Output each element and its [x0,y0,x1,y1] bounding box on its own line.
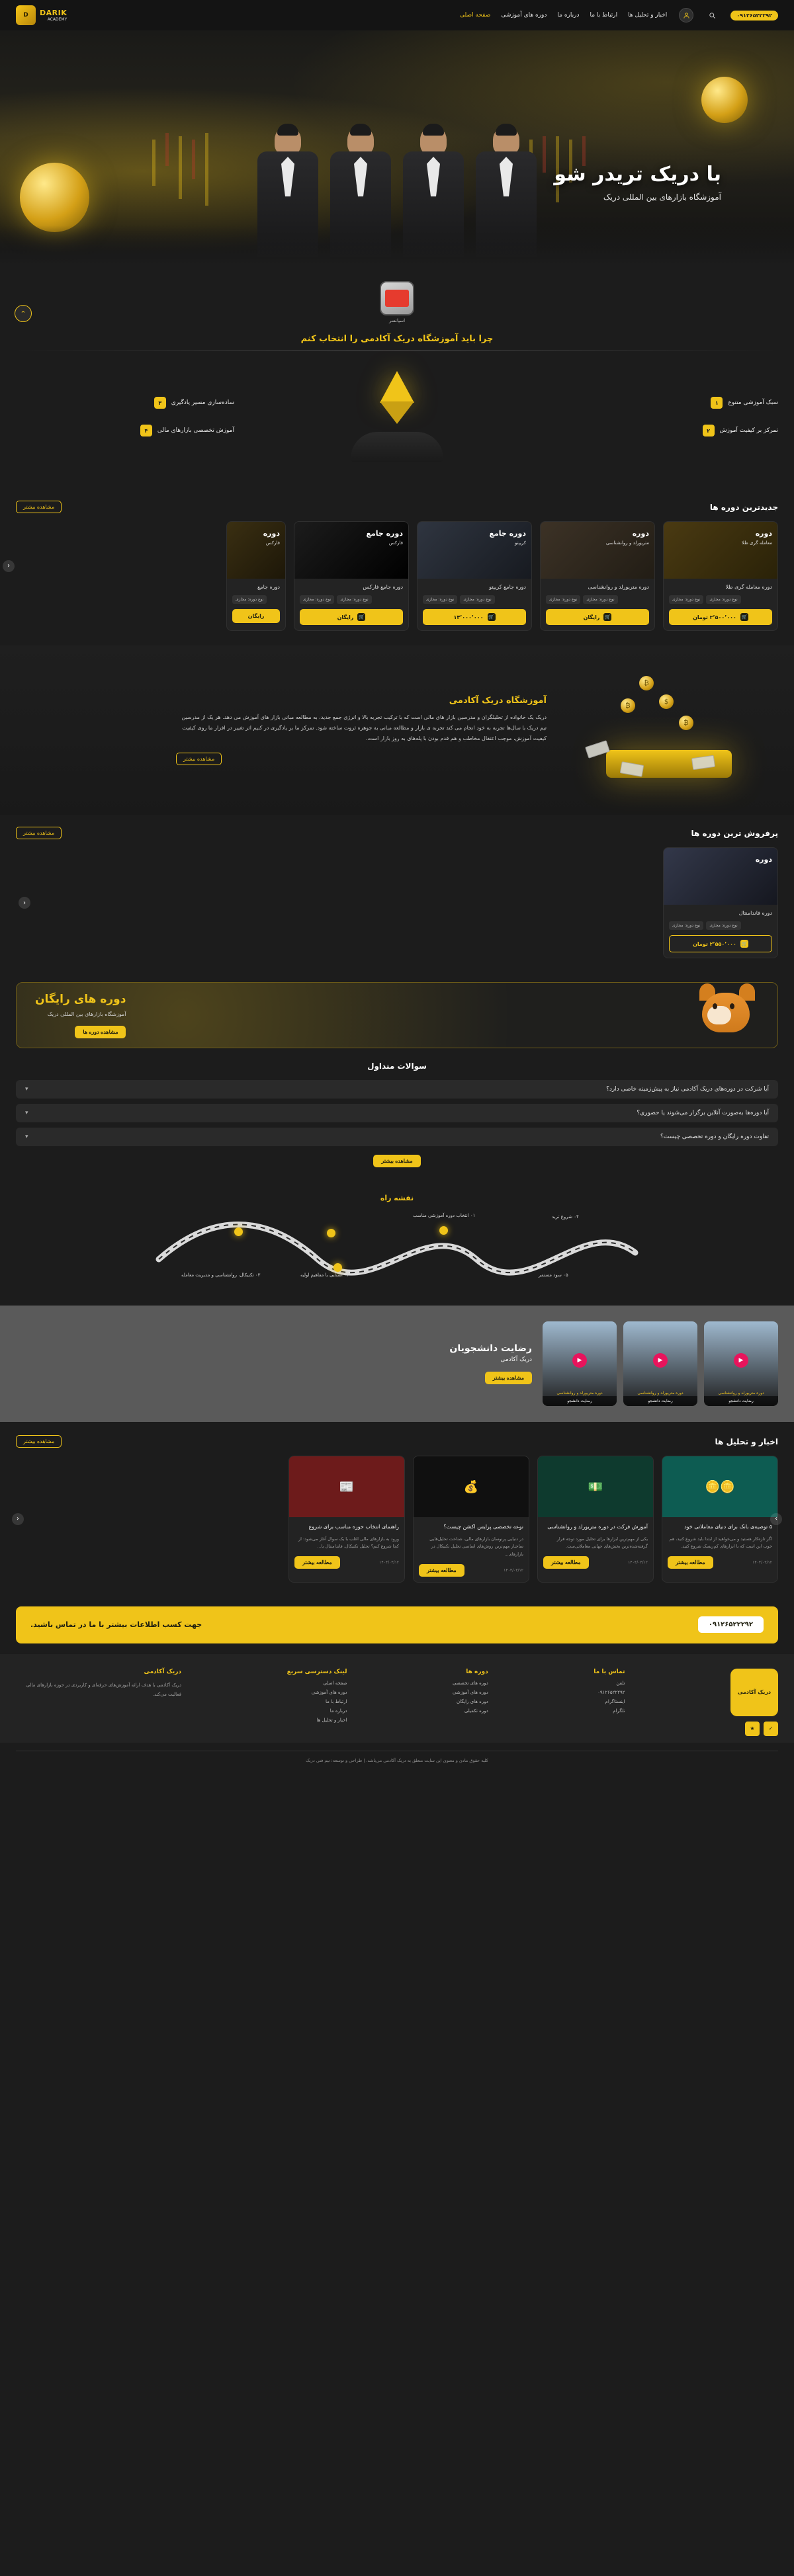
roadmap-label-5: ۰۵ سود مستمر [539,1272,568,1278]
course-tags [300,595,403,604]
cart-icon: 🛒 [741,941,748,946]
news-card[interactable] [537,1456,654,1583]
course-thumb-label: دوره متریورلد و روانشناسی [605,529,649,546]
footer-column-title: تماس با ما [594,1668,625,1675]
footer-link[interactable]: تلگرام [613,1708,625,1714]
footer-column-about [16,1669,181,1736]
scroll-top-button[interactable]: ⌃ [15,305,32,322]
footer-brand-column [730,1669,778,1736]
roadmap-label-3: ۰۳ تکنیکال، روانشناسی و مدیریت معامله [181,1272,261,1278]
about-heading: آموزشگاه دریک آکادمی [449,695,547,706]
footer-logo[interactable]: دریک آکادمی [730,1669,778,1716]
enamad-badge-icon[interactable]: ✓ [764,1722,778,1736]
coin-decoration-small [701,77,748,123]
course-thumbnail [664,848,777,905]
nav-item-communication[interactable]: ارتباط با ما [590,12,618,19]
course-price-button[interactable] [669,935,772,952]
course-price: ۲٬۵۵۰٬۰۰۰ تومان [693,940,736,947]
nav-item-home[interactable]: صفحه اصلی [460,12,491,19]
testimonial-cards [543,1321,778,1406]
faq-question: تفاوت دوره رایگان و دوره تخصصی چیست؟ [660,1134,769,1140]
course-card[interactable] [417,521,532,631]
course-card-body [418,579,531,630]
best-selling-section [0,815,794,976]
main-nav [460,12,667,19]
why-item-label: تمرکز بر کیفیت آموزش [719,427,778,434]
header-phone[interactable]: ۰۹۱۲۶۵۲۲۲۹۲ [730,11,778,21]
why-column-right [560,397,778,436]
coin-icon: ₿ [621,698,635,713]
news-read-more-button[interactable]: مطالعه بیشتر [294,1556,340,1569]
news-thumbnail-coins-icon: 🪙🪙 [662,1456,777,1517]
newest-courses-more-button[interactable]: مشاهده بیشتر [16,501,62,513]
shiba-mascot-icon [695,989,759,1042]
course-thumbnail [418,522,531,579]
cart-icon: 🛒 [488,614,494,620]
about-section [0,645,794,815]
course-tag: نوع دوره: مجازی [232,595,267,604]
why-column-left [16,397,234,436]
course-thumb-label: دوره فارکس [263,529,280,546]
testimonial-caption: رضایت دانشجو [543,1396,617,1406]
bitcoin-coin-icon: ₿ [639,676,654,690]
free-banner-subtitle: آموزشگاه بازارهای بین المللی دریک [47,1011,126,1017]
best-selling-carousel [16,847,778,958]
footer-link[interactable]: ۰۹۱۲۶۵۲۲۲۹۲ [597,1689,625,1695]
best-carousel-prev-button[interactable]: ‹ [19,897,30,909]
course-title: دوره متریورلد و روانشناسی [588,584,649,590]
news-date: ۱۴۰۴/۰۳/۱۲ [379,1559,399,1565]
course-card-body [227,579,285,628]
news-card-body [662,1517,777,1574]
course-title: دوره فاندامنتال [738,910,772,916]
coin-icon: ₿ [679,716,693,730]
faq-heading: سوالات متداول [367,1061,427,1071]
nav-item-courses[interactable]: دوره های آموزشی [501,12,547,19]
footer-link[interactable]: اخبار و تحلیل ها [316,1717,347,1723]
course-card-body [664,579,777,630]
news-description: اگر تازه‌کار هستید و می‌خواهید از ابتدا باید شروع کنید، هم خوب این است که با ابزارهای کم‌ریسک شروع کنید. [669,1536,772,1550]
testimonial-card[interactable] [704,1321,778,1406]
course-tags [669,921,772,930]
course-card-body [294,579,408,630]
news-title: نوعه تخصصی پرایس اکشن چیست؟ [443,1524,523,1530]
faq-section [0,1048,794,1181]
course-price: رایگان [337,614,354,620]
best-selling-more-button[interactable]: مشاهده بیشتر [16,827,62,839]
site-logo[interactable] [16,5,67,25]
course-title: دوره جامع [257,584,280,590]
why-item-label: آموزش تخصصی بازارهای مالی [157,427,234,434]
logo-subtext: ACADEMY [47,17,67,22]
hero-subtitle: آموزشگاه بازارهای بین المللی دریک [603,192,721,202]
course-card-body [541,579,654,630]
free-banner-button[interactable]: مشاهده دوره ها [75,1026,126,1038]
nav-item-contact[interactable]: اخبار و تحلیل ها [628,12,668,19]
testimonial-card[interactable] [623,1321,697,1406]
hero-fade-overlay [0,226,794,265]
roadmap-heading: نقشه راه [380,1194,414,1202]
course-price: ۱۴٬۰۰۰٬۰۰۰ [453,614,484,620]
testimonial-caption: رضایت دانشجو [623,1396,697,1406]
course-thumb-label: دوره جامع فارکس [366,529,403,546]
course-tag: نوع دوره: مجازی [546,595,580,604]
course-price-button[interactable] [669,609,772,625]
news-read-more-button[interactable]: مطالعه بیشتر [419,1564,464,1577]
course-tags [232,595,280,604]
news-title: راهنمای انتخاب حوزه مناسب برای شروع [308,1524,399,1530]
course-tag: نوع دوره: مجازی [669,595,703,604]
news-thumbnail-newspaper-icon: 📰 [289,1456,404,1517]
why-item-number: ۱ [711,397,723,409]
course-tag: نوع دوره: مجازی [583,595,617,604]
course-price-button[interactable] [546,609,649,625]
footer-link[interactable]: صفحه اصلی [323,1680,347,1686]
free-courses-banner [16,982,778,1048]
faq-item[interactable] [16,1128,778,1146]
logo-text: DARIK [40,9,67,17]
news-description: در دنیایی پرنوسان بازارهای مالی، شناخت تحلیل‌هایی ساختار مهم‌ترین روش‌های اساسی تحلیل تکنیکال در بازارهای... [429,1536,523,1557]
news-date: ۱۴۰۴/۰۳/۱۲ [628,1559,648,1565]
footer-link[interactable]: ارتباط با ما [326,1698,347,1704]
news-carousel-prev-button[interactable]: ‹ [12,1513,24,1525]
course-thumb-label: دوره [755,855,772,864]
sponsor-badge-icon [380,281,414,315]
news-section [0,1422,794,1601]
carousel-next-button[interactable]: ‹ [3,560,15,572]
news-footer [668,1556,772,1569]
faq-more-wrapper [16,1153,778,1167]
testimonial-tag: دوره متریورلد و روانشناسی [718,1391,764,1395]
coin-decoration-large [20,163,89,232]
footer-link[interactable]: دوره های آموزشی [453,1689,488,1695]
cart-icon: 🛒 [359,614,365,620]
testimonials-heading: رضایت دانشجویان [449,1343,532,1354]
course-card-body [664,905,777,958]
course-price: رایگان [247,613,265,619]
news-title: آموزش فرکت در دوره متریورلد و روانشناسی [547,1524,648,1530]
footer-column-contact [594,1669,625,1736]
testimonial-tag: دوره متریورلد و روانشناسی [556,1391,603,1395]
news-card-body [414,1517,529,1582]
faq-more-button[interactable]: مشاهده بیشتر [373,1155,420,1167]
why-item-number: ۳ [154,397,166,409]
faq-item[interactable] [16,1104,778,1122]
roadmap-node-1[interactable] [439,1226,448,1235]
nav-item-about[interactable]: درباره ما [557,12,580,19]
news-read-more-button[interactable]: مطالعه بیشتر [543,1556,589,1569]
course-tag: نوع دوره: مجازی [706,595,740,604]
newest-courses-carousel [7,521,778,631]
testimonial-tag: دوره متریورلد و روانشناسی [637,1391,684,1395]
course-tag: نوع دوره: مجازی [423,595,457,604]
news-thumbnail-dollar-icon: 💵 [538,1456,653,1517]
user-icon[interactable] [679,8,693,22]
faq-question: آیا شرکت در دوره‌های دریک آکادمی نیاز به پیش‌زمینه خاصی دارد؟ [606,1086,769,1093]
course-tag: نوع دوره: مجازی [460,595,494,604]
play-icon[interactable]: ▶ [653,1353,668,1368]
logo-mark-icon: D [16,5,36,25]
footer-column-title: دریک آکادمی [144,1668,182,1675]
ethereum-illustration [311,367,483,466]
roadmap-node-2[interactable] [333,1263,342,1272]
news-carousel-next-button[interactable]: › [770,1513,782,1525]
search-icon[interactable] [705,9,719,22]
sponsor-caption: اسپانسر [388,318,406,323]
course-thumb-label: دوره جامع کریپتو [489,529,526,546]
why-item-3 [16,397,234,409]
course-thumb-label: دوره معامله گری طلا [742,529,772,546]
roadmap-path [16,1206,778,1286]
testimonials-subheading: دریک آکادمی [500,1356,532,1363]
course-tags [423,595,526,604]
why-grid [16,367,778,466]
testimonial-caption: رضایت دانشجو [704,1396,778,1406]
news-read-more-button[interactable]: مطالعه بیشتر [668,1556,713,1569]
best-selling-heading: پرفروش ترین دوره ها [691,828,778,838]
best-selling-header [16,827,778,839]
chevron-down-icon[interactable]: ▾ [25,1134,28,1140]
news-footer [294,1556,399,1569]
course-price: ۲٬۵۰۰٬۰۰۰ تومان [693,614,736,620]
footer-link[interactable]: دوره های رایگان [457,1698,488,1704]
testimonial-card[interactable] [543,1321,617,1406]
footer-about-text: دریک آکادمی با هدف ارائه آموزش‌های حرفه‌ای و کاربردی در حوزه بازارهای مالی فعالیت می‌کند. [26,1682,182,1697]
course-tag: نوع دوره: مجازی [337,595,371,604]
newest-courses-heading: جدیدترین دوره ها [709,502,778,512]
why-item-2 [560,425,778,436]
footer-link[interactable]: اینستاگرام [605,1698,625,1704]
news-carousel [16,1456,778,1583]
course-card[interactable] [663,521,778,631]
footer-link[interactable]: تلفن [616,1680,625,1686]
course-thumbnail [541,522,654,579]
footer-column-courses [453,1669,488,1736]
news-more-button[interactable]: مشاهده بیشتر [16,1435,62,1448]
news-card-body [289,1517,404,1574]
news-heading: اخبار و تحلیل ها [715,1436,778,1446]
play-icon[interactable]: ▶ [734,1353,748,1368]
why-item-number: ۲ [703,425,715,436]
faq-question: آیا دوره‌ها به‌صورت آنلاین برگزار می‌شوند یا حضوری؟ [637,1110,769,1116]
hero-banner [0,30,794,265]
course-tag: نوع دوره: مجازی [669,921,703,930]
course-title: دوره جامع کریپتو [489,584,526,590]
roadmap-label-4: ۰۴ شروع ترید [552,1214,579,1220]
why-item-label: ساده‌سازی مسیر یادگیری [171,399,234,406]
cta-text: جهت کسب اطلاعات بیشتر با ما در تماس باشید. [30,1620,202,1630]
footer-column-title: لینک دسترسی سریع [287,1668,347,1675]
about-more-button[interactable]: مشاهده بیشتر [176,753,222,765]
testimonials-section [0,1306,794,1422]
course-title: دوره جامع فارکس [363,584,403,590]
roadmap-section [0,1181,794,1306]
faq-item[interactable] [16,1080,778,1099]
course-title: دوره معامله گری طلا [725,584,772,590]
newest-courses-section [0,486,794,645]
footer-link[interactable]: دوره های آموزشی [311,1689,347,1695]
news-card-body [538,1517,653,1574]
newest-courses-header [16,501,778,513]
why-item-number: ۴ [140,425,152,436]
play-icon[interactable]: ▶ [572,1353,587,1368]
chevron-down-icon[interactable]: ▾ [25,1110,28,1116]
cart-icon: 🛒 [605,614,611,620]
news-card[interactable] [288,1456,405,1583]
footer-link[interactable]: دوره های تخصصی [452,1680,488,1686]
coin-icon: $ [659,694,674,709]
course-price-button[interactable] [423,609,526,625]
news-description: یکی از مهم‌ترین ابزارها برای تحلیل مورد توجه قرار گرفته‌شده‌ترین بخش‌های جهانی معاملاتی‌ست. [556,1536,648,1550]
course-tag: نوع دوره: مجازی [706,921,740,930]
course-thumbnail [664,522,777,579]
about-paragraph: دریک یک خانواده از تحلیلگران و مدرسین بازار های مالی است که با ترکیب تجربه بالا و انرژی جمع جدید، به مطالعه مبانی بازار های آموزش می دهد. هر یک از مدرسین تیم دریک با سال‌ها تجربه به خود انجام می کند تجربه ی بازار و مطالعه مبانی به جوهره ثروت ساخته شود. تمرکز ما بر یادگیری در کنیم اثر تغییر در افزار ما روی کیفیت کیفیت آموزش، موجب اعتقال مخاطب و هم قدم بودن با پله‌های به روز بازار است. [181,714,547,741]
site-header [0,0,794,30]
news-card[interactable] [413,1456,529,1583]
cart-icon: 🛒 [741,614,748,620]
why-item-1 [560,397,778,409]
course-thumbnail [294,522,408,579]
course-price-button[interactable] [300,609,403,625]
footer-column-quicklinks [287,1669,347,1736]
news-card[interactable] [662,1456,778,1583]
news-date: ۱۴۰۴/۰۳/۱۲ [504,1567,523,1573]
course-price-button[interactable] [232,609,280,623]
testimonials-text [333,1343,532,1384]
testimonials-more-button[interactable]: مشاهده بیشتر [485,1372,532,1384]
why-title: چرا باید آموزشگاه دریک آکادمی را انتخاب کنم [300,334,494,344]
cta-phone-number[interactable]: ۰۹۱۲۶۵۲۲۲۹۲ [698,1616,764,1633]
course-thumbnail [227,522,285,579]
course-price: رایگان [583,614,600,620]
hero-text-block [554,163,721,202]
about-illustration [560,664,778,796]
course-tags [669,595,772,604]
roadmap-label-1: ۰۱ انتخاب دوره آموزشی مناسب [413,1213,476,1218]
why-item-label: سبک آموزشی متنوع [728,399,778,406]
roadmap-node-3[interactable] [234,1227,243,1236]
hero-title: با دریک تریدر شو [554,163,721,186]
roadmap-label-2: ۰۲ آشنایی با مفاهیم اولیه [300,1272,349,1278]
contact-cta-banner [16,1606,778,1643]
news-title: ۵ توصیه‌ی بانک برای دنیای معاملاتی خود [684,1524,772,1530]
footer-link[interactable]: دوره تکمیلی [464,1708,488,1714]
samandehi-badge-icon[interactable]: ★ [745,1722,760,1736]
news-date: ۱۴۰۴/۰۳/۱۲ [752,1559,772,1565]
footer-link[interactable]: درباره ما [330,1708,347,1714]
news-thumbnail-crypto-icon: 💰 [414,1456,529,1517]
news-footer [419,1564,523,1577]
why-item-4 [16,425,234,436]
chevron-down-icon[interactable]: ▾ [25,1086,28,1093]
course-card[interactable] [294,521,409,631]
news-header [16,1435,778,1448]
best-course-card[interactable] [663,847,778,958]
course-tag: نوع دوره: مجازی [300,595,334,604]
footer-column-title: دوره ها [466,1668,488,1675]
free-banner-title: دوره های رایگان [35,992,126,1006]
footer-copyright: کلیه حقوق مادی و معنوی این سایت متعلق به دریک آکادمی می‌باشد. | طراحی و توسعه: تیم فنی دریک [16,1751,778,1775]
news-footer [543,1556,648,1569]
site-footer [0,1654,794,1743]
footer-trust-badges [730,1722,778,1736]
course-card[interactable] [540,521,655,631]
roadmap-node-4[interactable] [327,1229,335,1237]
news-description: ورود به بازارهای مالی اغلب با یک سوال آغاز می‌شود: از کجا شروع کنم؟ تحلیل تکنیکال، فاندامنتال یا... [298,1536,399,1550]
why-section [0,265,794,486]
free-banner-text [35,993,126,1038]
course-card[interactable] [226,521,286,631]
course-tags [546,595,649,604]
about-text-block [176,696,547,765]
